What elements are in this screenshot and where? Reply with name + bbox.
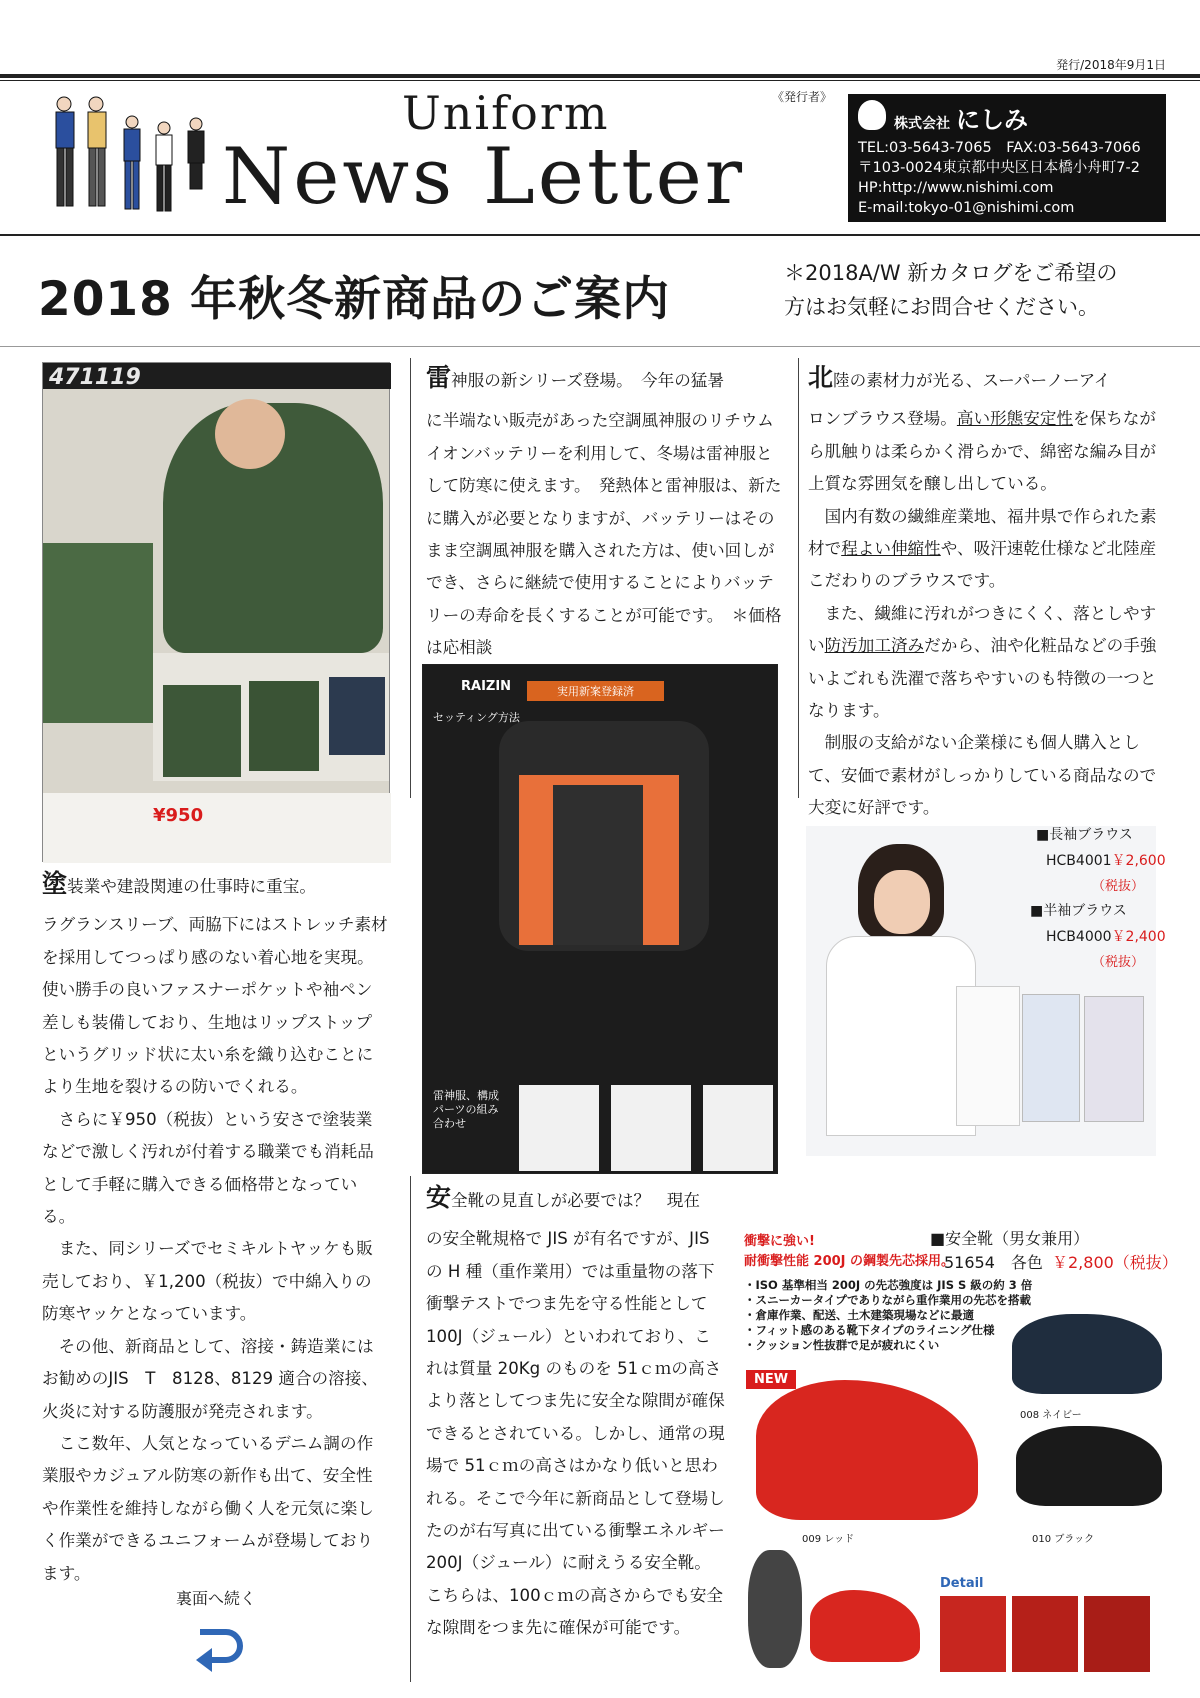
contact-tel-fax: TEL:03-5643-7065 FAX:03-5643-7066 xyxy=(858,140,1141,156)
shoe-side-image xyxy=(810,1590,920,1662)
shoe-color-navy: 008 ネイビー xyxy=(1020,1410,1082,1421)
col1-paragraph: ここ数年、人気となっているデニム調の作業服やカジュアル防寒の新作も出て、安全性や作業性を維持しながら働く人を元気に楽しく作業ができるユニフォームが登場しております。 xyxy=(42,1433,374,1583)
page-headline: 2018 年秋冬新商品のご案内 xyxy=(38,272,671,327)
blouse-short-caption xyxy=(1030,898,1166,976)
column-divider-1b xyxy=(410,1176,411,1682)
masthead-top: Uniform xyxy=(402,86,610,140)
raizin-parts-label: 雷神服、構成パーツの組み合わせ xyxy=(433,1089,499,1130)
contact-email[interactable]: E-mail:tokyo-01@nishimi.com xyxy=(858,200,1075,216)
column-divider-2 xyxy=(798,358,799,798)
raizin-setting-label: セッティング方法 xyxy=(433,711,520,724)
company-name: 株式会社 にしみ xyxy=(894,106,1028,134)
publisher-box xyxy=(848,94,1166,222)
col1-article xyxy=(42,868,388,1590)
blouse-long-tax: （税抜） xyxy=(1092,879,1145,894)
company-logo-icon xyxy=(858,100,886,130)
col1-paragraph: さらに￥950（税抜）という安さで塗装業などで激しく汚れが付着する職業でも消耗品として手軽に購入できる価格帯となっている。 xyxy=(42,1109,374,1227)
shoes-promo-1: 衝撃に強い! xyxy=(744,1234,815,1249)
shoes-product-label: ■安全靴（男女兼用） xyxy=(930,1229,1090,1248)
blouse-short-price: HCB4000￥2,400 xyxy=(1046,929,1166,945)
new-badge: NEW xyxy=(746,1370,796,1389)
shoe-sole-image xyxy=(748,1550,802,1668)
shoe-color-red: 009 レッド xyxy=(802,1534,855,1545)
shoe-red-image xyxy=(756,1380,978,1520)
shoe-detail-label: Detail xyxy=(940,1576,984,1591)
contact-homepage[interactable]: HP:http://www.nishimi.com xyxy=(858,180,1054,196)
blouse-short-label: ■半袖ブラウス xyxy=(1030,903,1127,919)
col3-article xyxy=(808,362,1160,825)
safety-body: の安全靴規格で JIS が有名ですが、JIS の H 種（重作業用）では重量物の落下衝撃テストでつま先を守る性能として 100J（ジュール）といわれており、これは質量 20Kg のものを 51ｃｍの高さより落としてつま先に安全な隙間が確保できるとされている。しかし、通常の現場で 51ｃｍの高さはかなり低いと思われる。そこで今年に新商品として登場したのが右写真に出ている衝撃エネルギー 200J（ジュール）に耐えうる安全靴。こちらは、100ｃｍの高さからでも安全な隙間をつま先に確保が可能です。 xyxy=(426,1229,725,1638)
shoes-code-color: 51654 各色 xyxy=(944,1253,1043,1272)
shoe-color-black: 010 ブラック xyxy=(1032,1534,1095,1545)
continue-label: 裏面へ続く xyxy=(176,1589,257,1608)
header-rule-top xyxy=(0,74,1200,78)
issue-date: 発行/2018年9月1日 xyxy=(1056,58,1166,72)
shoe-detail-image-3 xyxy=(1084,1596,1150,1672)
catalog-note: ＊2018A/W 新カタログをご希望の 方はお気軽にお問合せください。 xyxy=(784,261,1118,319)
col3-paragraph-3: また、繊維に汚れがつきにくく、落としやすい防汚加工済みだから、油や化粧品などの手強いよごれも洗濯で落ちやすいのも特徴の一つとなります。 xyxy=(808,603,1157,721)
col1-paragraph: その他、新商品として、溶接・鋳造業にはお勧めのJIS T 8128、8129 適合の溶接、火炎に対する防護服が発売されます。 xyxy=(42,1336,378,1421)
col3-paragraph-1: ロンブラウス登場。高い形態安定性を保ちながら肌触りは柔らかく滑らかで、綿密な編み目が上質な雰囲気を醸し出している。 xyxy=(808,409,1157,494)
col1-paragraph: ラグランスリーブ、両脇下にはストレッチ素材を採用してつっぱり感のない着心地を実現。使い勝手の良いファスナーポケットや袖ペン差しも装備しており、生地はリップストップというグリッド状に太い糸を織り込むことにより生地を裂けるの防いでくれる。 xyxy=(42,915,388,1097)
shoe-navy-image xyxy=(1012,1314,1162,1394)
publisher-tag: 《発行者》 xyxy=(772,90,833,104)
headline-divider xyxy=(0,346,1200,347)
col3-paragraph-4: 制服の支給がない企業様にも個人購入として、安価で素材がしっかりしている商品なので大変に好評です。 xyxy=(808,733,1157,818)
col2-article xyxy=(426,362,782,665)
shoes-price: ￥2,800（税抜） xyxy=(1052,1253,1178,1272)
col1-paragraph: また、同シリーズでセミキルトヤッケも販売しており、￥1,200（税抜）で中綿入りの防寒ヤッケとなっています。 xyxy=(42,1239,373,1324)
col1-title: 塗装業や建設関連の仕事時に重宝。 xyxy=(42,869,316,898)
col3-paragraph-2: 国内有数の繊維産業地、福井県で作られた素材で程よい伸縮性や、吸汗速乾仕様など北陸産こだわりのブラウスです。 xyxy=(808,506,1157,591)
header-rule-bottom xyxy=(0,234,1200,236)
turn-arrow-icon xyxy=(190,1624,246,1674)
shoes-features: ・ISO 基準相当 200J の先芯強度は JIS S 級の約 3 倍 ・スニーカータイプでありながら重作業用の先芯を搭載 ・倉庫作業、配送、土木建築現場などに最適 ・フィット感のある靴下タイプのライニング仕様 ・クッション性抜群で足が疲れにくい xyxy=(744,1278,1033,1352)
contact-address: 〒103-0024東京都中央区日本橋小舟町7-2 xyxy=(858,160,1140,176)
shoes-promo-2: 耐衝撃性能 200J の鋼製先芯採用。 xyxy=(744,1254,955,1269)
blouse-long-label: ■長袖ブラウス xyxy=(1036,827,1133,843)
blouse-long-caption xyxy=(1036,822,1166,900)
uniform-figures-illustration xyxy=(44,92,234,222)
product-catalog-image-471119: 471119 ¥950 xyxy=(42,362,390,862)
shoe-black-image xyxy=(1016,1426,1162,1506)
safety-title: 安全靴の見直しが必要では？ 現在 xyxy=(426,1183,700,1212)
masthead-title: News Letter xyxy=(222,132,746,222)
raizin-jacket-image xyxy=(422,664,778,1174)
blouse-long-price: HCB4001￥2,600 xyxy=(1046,853,1166,869)
blouse-short-tax: （税抜） xyxy=(1092,955,1145,970)
col2-body: に半端ない販売があった空調風神服のリチウムイオンバッテリーを利用して、冬場は雷神服として防寒に使えます。 発熱体と雷神服は、新たに購入が必要となりますが、バッテリーはそのまま空調風神服を購入された方は、使い回しができ、さらに継続で使用することによりバッテリーの寿命を長くすることが可能です。 ＊価格は応相談 xyxy=(426,411,782,658)
column-divider-1 xyxy=(410,358,411,798)
safety-article xyxy=(426,1182,726,1645)
raizin-patent-badge: 実用新案登録済 xyxy=(527,681,664,701)
contact-info xyxy=(858,138,1141,218)
catalog-product-number: 471119 xyxy=(49,365,141,390)
raizin-logo: RAIZIN xyxy=(461,679,512,694)
header-rule-top-thin xyxy=(0,80,1200,81)
col2-title: 雷神服の新シリーズ登場。 今年の猛暑 xyxy=(426,363,724,392)
shoe-detail-image-1 xyxy=(940,1596,1006,1672)
shoe-detail-image-2 xyxy=(1012,1596,1078,1672)
col3-title: 北陸の素材力が光る、スーパーノーアイ xyxy=(808,363,1111,392)
safety-shoes-ad xyxy=(740,1229,1178,1680)
